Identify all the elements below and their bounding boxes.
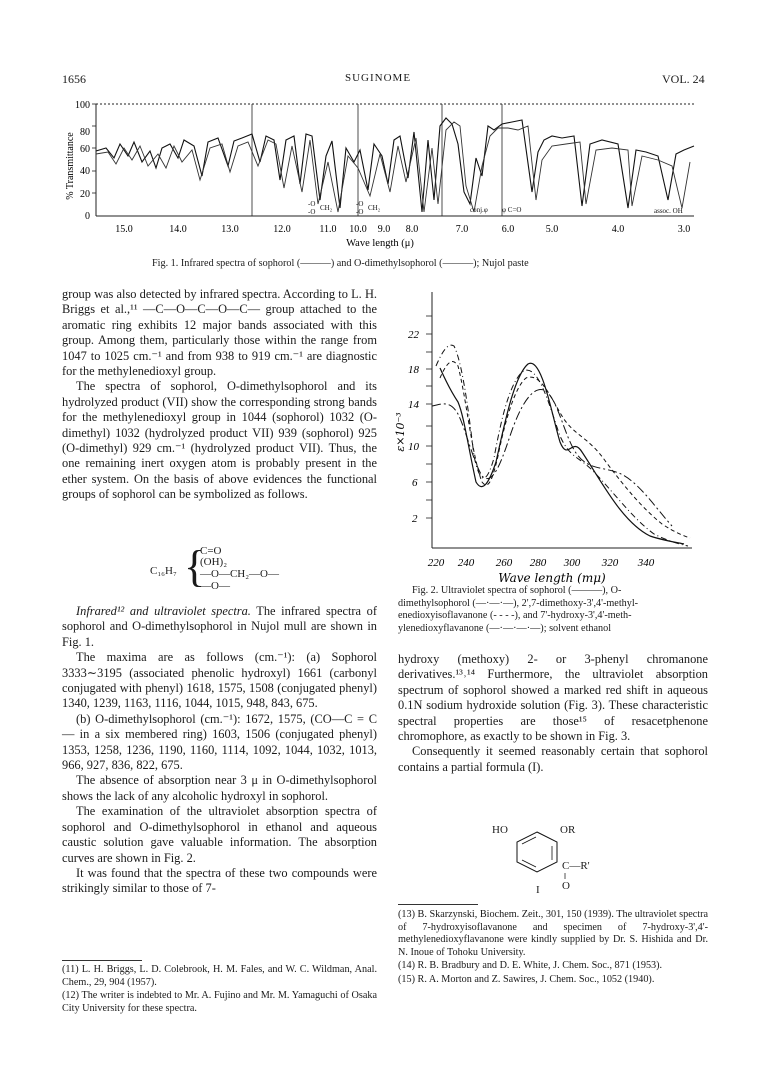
- fig1-xtick: 15.0: [115, 224, 133, 235]
- fig2-xtick: 280: [529, 557, 547, 569]
- structure-formula-I: [480, 824, 630, 904]
- footnote: (13) B. Skarzynski, Biochem. Zeit., 301, 150 (1939). The ultraviolet spectra of 7-hydroxyisoflavanone and specimen of 7-hydroxy-3',4'-methylenedioxyflavanone were kindly supplied by Dr. S. Hishida and Dr. N. Inoue of Tohoku University.: [398, 909, 708, 958]
- fig1-xtick: 4.0: [611, 224, 625, 235]
- fig1-xtick: 11.0: [319, 224, 337, 235]
- fig2-caption-line: ylenedioxyflavanone (—·—·—·—); solvent ethanol: [398, 622, 612, 634]
- fig2-xtick: 300: [563, 557, 581, 569]
- fig1-xlabel: Wave length (μ): [346, 238, 414, 249]
- left-column-top: [62, 287, 377, 503]
- right-column-text: [398, 652, 708, 775]
- figure-1-caption: [152, 258, 692, 271]
- struct-cr: C—R': [562, 860, 590, 872]
- figure-2-uv-spectrum: [392, 286, 712, 586]
- footnotes-left: [62, 960, 377, 1016]
- paragraph: The maxima are as follows (cm.⁻¹): (a) Sophorol 3333∼3195 (associated phenolic hydroxyl) 1661 (carbonyl conjugated with phenyl) 1618, 1575, 1508 (conjugated phenyl) 1340, 1239, 1163, 1116, 1044, 1015, 948, 843, 675.: [62, 650, 377, 711]
- fig2-ylabel: ε×10⁻³: [394, 412, 407, 452]
- paragraph: (b) O-dimethylsophorol (cm.⁻¹): 1672, 1575, (CO—C = C— in a six membered ring) 1603, 1506 (conjugated phenyl) 1353, 1258, 1236, 1190, 1160, 1114, 1092, 1044, 1032, 1013, 966, 927, 836, 822, 675.: [62, 711, 377, 773]
- footnote: (11) L. H. Briggs, L. D. Colebrook, H. M. Fales, and W. C. Wildman, Anal. Chem., 29, 904 (1957).: [62, 964, 377, 988]
- paragraph: [62, 604, 377, 650]
- fig1-xtick: 13.0: [221, 224, 239, 235]
- paragraph: The spectra of sophorol, O-dimethylsophorol and its hydrolyzed product (VII) show the corresponding strong bands for the methylenedioxyl group in 1044 (sophorol) 1032 (O-dimethyl) 1032 (hydrolyzed product VII) 939 (sophorol) 925 (O-dimethyl) 929 cm.⁻¹ (hydrolyzed product VII). Thus, the one remaining inert oxygen atom is probably present in the ether system. On the basis of above evidences the functional groups of sophorol can be symbolized as follows.: [62, 379, 377, 502]
- fig1-ytick: 60: [80, 144, 90, 155]
- fig2-ytick: 2: [412, 513, 418, 525]
- volume-label: VOL. 24: [662, 72, 705, 86]
- fig2-caption-line: Fig. 2. Ultraviolet spectra of sophorol (———), O-: [412, 585, 622, 596]
- fig2-ytick: 18: [408, 364, 419, 376]
- fig1-ytick: 40: [80, 166, 90, 177]
- fig1-caption-text: ); Nujol paste: [473, 258, 529, 269]
- fig2-ytick: 10: [408, 441, 419, 453]
- fig2-xtick: 240: [457, 557, 475, 569]
- fig1-xtick: 5.0: [545, 224, 559, 235]
- figure-1-ir-spectrum: [62, 96, 702, 258]
- footnote: (15) R. A. Morton and Z. Sawires, J. Chem. Soc., 1052 (1940).: [398, 973, 655, 985]
- footnote-rule: [398, 904, 478, 905]
- formula-line: (OH)₂: [200, 556, 228, 568]
- left-column-bottom: [62, 604, 377, 897]
- footnote: (12) The writer is indebted to Mr. A. Fujino and Mr. M. Yamaguchi of Osaka City University for these spectra.: [62, 990, 377, 1014]
- paragraph: hydroxy (methoxy) 2- or 3-phenyl chromanone derivatives.¹³˒¹⁴ Furthermore, the ultraviolet absorption spectrum of sophorol showed a marked red shift in aqueous 0.1N sodium hydroxide solution (Fig. 3). These characteristic spectral properties are those¹⁵ of resacetphenone chromophore, as exactly to be shown in Fig. 3.: [398, 652, 708, 744]
- page-number: 1656: [62, 72, 86, 86]
- fig1-ylabel: % Transmittance: [65, 132, 76, 200]
- formula-line: —O—CH₂—O—: [200, 568, 280, 580]
- fig1-ytick: 100: [75, 100, 90, 111]
- footnotes-right: [398, 904, 708, 988]
- fig1-caption-text: ) and O-dimethylsophorol (: [330, 258, 443, 269]
- fig1-annotation: -O: [356, 208, 364, 216]
- fig2-ytick: 22: [408, 329, 419, 341]
- fig2-caption-line: dimethylsophorol (—·—·—), 2',7-dimethoxy-3',4'-methyl-: [398, 597, 639, 609]
- fig1-annotation: CH₂: [368, 204, 381, 212]
- section-title: Infrared¹² and ultraviolet spectra.: [76, 604, 251, 618]
- functional-group-formula: [150, 542, 350, 601]
- running-title: SUGINOME: [345, 72, 412, 84]
- fig2-xtick: 220: [427, 557, 445, 569]
- footnote-rule: [62, 960, 142, 961]
- formula-base: C₁₆H₇: [150, 565, 177, 577]
- fig1-caption-dash: ———: [300, 258, 331, 269]
- fig1-annotation: φ C=O: [502, 206, 522, 214]
- fig1-ytick: 0: [85, 211, 90, 222]
- struct-or: OR: [560, 824, 576, 836]
- struct-ho: HO: [492, 824, 508, 836]
- fig2-ytick: 14: [408, 399, 419, 411]
- fig1-annotation: assoc. OH: [654, 207, 683, 215]
- fig2-caption-line: enedioxyisoflavanone (- - - -), and 7'-hydroxy-3',4'-meth-: [398, 610, 632, 622]
- fig2-xtick: 320: [601, 557, 619, 569]
- fig1-ytick: 80: [80, 127, 90, 138]
- fig1-caption-text: Fig. 1. Infrared spectra of sophorol (: [152, 258, 301, 269]
- fig1-xtick: 3.0: [677, 224, 691, 235]
- paragraph: It was found that the spectra of these two compounds were strikingly similar to those of 7-: [62, 865, 377, 896]
- paragraph: The examination of the ultraviolet absorption spectra of sophorol and O-dimethylsophorol in ethanol and aqueous caustic solution gave valuable information. The absorption curves are shown in Fig. 2.: [62, 804, 377, 865]
- figure-2-caption: [398, 585, 708, 635]
- paragraph-text: The infrared spectra of sophorol and O-dimethylsophorol in Nujol mull are shown in Fig. 1.: [62, 604, 377, 649]
- fig2-xtick: 260: [495, 557, 513, 569]
- fig1-caption-dash: ———: [442, 258, 474, 269]
- fig1-xtick: 9.0: [377, 224, 391, 235]
- struct-double-bond: ‖: [564, 872, 567, 881]
- formula-brace: {: [184, 542, 206, 591]
- fig1-annotation: -O: [308, 200, 316, 208]
- fig1-annotation: CH₂: [320, 204, 333, 212]
- fig2-ytick: 6: [412, 477, 418, 489]
- fig1-annotation: -O: [356, 200, 364, 208]
- fig1-ytick: 20: [80, 189, 90, 200]
- formula-line: —O—: [200, 580, 230, 592]
- fig2-xtick: 340: [637, 557, 655, 569]
- struct-o: O: [562, 880, 570, 892]
- paragraph: Consequently it seemed reasonably certain that sophorol contains a partial formula (I).: [398, 744, 708, 774]
- paragraph: group was also detected by infrared spectra. According to L. H. Briggs et al.,¹¹ —C—O—C—O—C— group attached to the aromatic ring exhibits 12 major bands associated with this group. Among them, particularly those within the range from 1047 to 1025 cm.⁻¹ and from 938 to 919 cm.⁻¹ are diagnostic for the methylenedioxyl group.: [62, 287, 377, 379]
- fig1-annotation: conj.φ: [470, 206, 488, 214]
- fig1-xtick: 6.0: [501, 224, 515, 235]
- fig1-xtick: 12.0: [273, 224, 291, 235]
- fig1-annotation: -O: [308, 208, 316, 216]
- benzene-ring: [512, 830, 562, 874]
- fig1-xtick: 7.0: [455, 224, 469, 235]
- struct-label: I: [536, 884, 540, 896]
- formula-line: C=O: [200, 545, 222, 557]
- fig2-xlabel: Wave length (mμ): [498, 571, 606, 585]
- footnote: (14) R. B. Bradbury and D. E. White, J. Chem. Soc., 871 (1953).: [398, 960, 663, 972]
- fig1-xtick: 10.0: [349, 224, 367, 235]
- paragraph: The absence of absorption near 3 μ in O-dimethylsophorol shows the lack of any alcoholic hydroxyl in sophorol.: [62, 773, 377, 803]
- fig1-xtick: 8.0: [405, 224, 419, 235]
- fig1-xtick: 14.0: [169, 224, 187, 235]
